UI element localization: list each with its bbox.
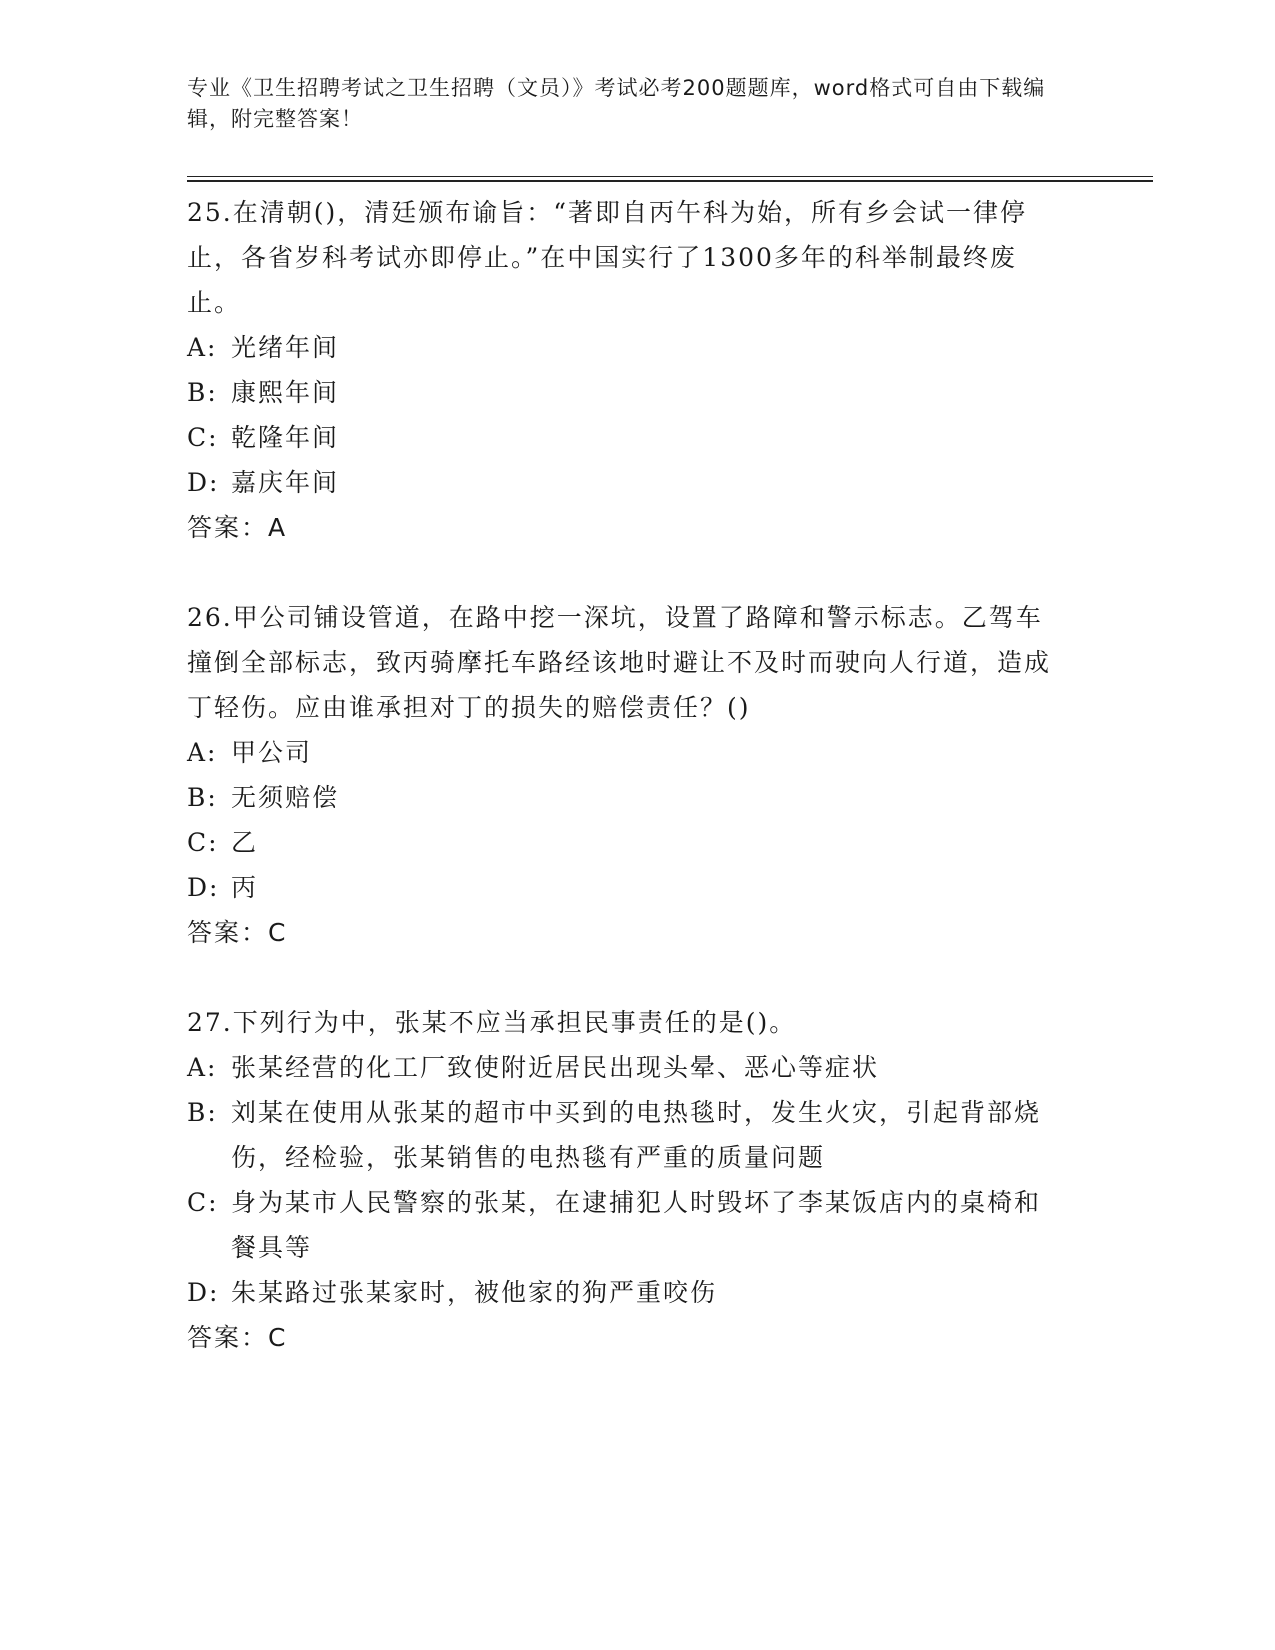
option-letter: A:	[187, 738, 218, 767]
option-letter: C:	[187, 1188, 219, 1217]
option-text: 张某经营的化工厂致使附近居民出现头晕、恶心等症状	[231, 1053, 880, 1082]
option-letter: C:	[187, 423, 219, 452]
question-stem: 25.在清朝()，清廷颁布谕旨：“著即自丙午科为始，所有乡会试一律停止，各省岁科考试亦即停止。”在中国实行了1300多年的科举制最终废止。	[187, 198, 1028, 317]
option-c	[187, 415, 1067, 460]
question-spacer	[187, 550, 1067, 595]
question-stem: 26.甲公司铺设管道，在路中挖一深坑，设置了路障和警示标志。乙驾车撞倒全部标志，致丙骑摩托车路经该地时避让不及时而驶向人行道，造成丁轻伤。应由谁承担对丁的损失的赔偿责任？()	[187, 603, 1052, 722]
header-divider-thick	[187, 180, 1153, 182]
option-text: 丙	[231, 873, 259, 902]
question-stem: 27.下列行为中，张某不应当承担民事责任的是()。	[187, 1008, 797, 1037]
option-letter: D:	[187, 468, 220, 497]
option-letter: C:	[187, 828, 219, 857]
document-header: 专业《卫生招聘考试之卫生招聘（文员）》考试必考200题题库，word格式可自由下载编辑，附完整答案！	[187, 76, 1046, 131]
answer-line: 答案：A	[187, 513, 288, 542]
answer-line: 答案：C	[187, 1323, 288, 1352]
option-text: 身为某市人民警察的张某，在逮捕犯人时毁坏了李某饭店内的桌椅和餐具等	[231, 1188, 1042, 1262]
option-d	[187, 865, 1067, 910]
option-c	[187, 1180, 1067, 1270]
option-letter: B:	[187, 378, 218, 407]
option-text: 乙	[231, 828, 259, 857]
question-26	[187, 595, 1067, 955]
option-text: 无须赔偿	[231, 783, 340, 812]
option-a	[187, 1045, 1067, 1090]
question-25	[187, 190, 1067, 550]
option-c	[187, 820, 1067, 865]
question-spacer	[187, 955, 1067, 1000]
question-27	[187, 1000, 1067, 1360]
option-text: 光绪年间	[231, 333, 340, 362]
option-d	[187, 1270, 1067, 1315]
option-letter: D:	[187, 1278, 220, 1307]
option-letter: A:	[187, 1053, 218, 1082]
option-text: 朱某路过张某家时，被他家的狗严重咬伤	[231, 1278, 718, 1307]
option-text: 乾隆年间	[231, 423, 340, 452]
option-b	[187, 370, 1067, 415]
option-letter: A:	[187, 333, 218, 362]
option-d	[187, 460, 1067, 505]
option-b	[187, 775, 1067, 820]
option-text: 刘某在使用从张某的超市中买到的电热毯时，发生火灾，引起背部烧伤，经检验，张某销售的电热毯有严重的质量问题	[231, 1098, 1042, 1172]
option-a	[187, 730, 1067, 775]
option-text: 嘉庆年间	[231, 468, 340, 497]
option-text: 甲公司	[231, 738, 313, 767]
option-letter: B:	[187, 1098, 218, 1127]
option-a	[187, 325, 1067, 370]
header-divider-thin	[187, 176, 1153, 177]
option-text: 康熙年间	[231, 378, 340, 407]
option-letter: B:	[187, 783, 218, 812]
answer-line: 答案：C	[187, 918, 288, 947]
option-letter: D:	[187, 873, 220, 902]
option-b	[187, 1090, 1067, 1180]
question-list	[187, 190, 1067, 1360]
